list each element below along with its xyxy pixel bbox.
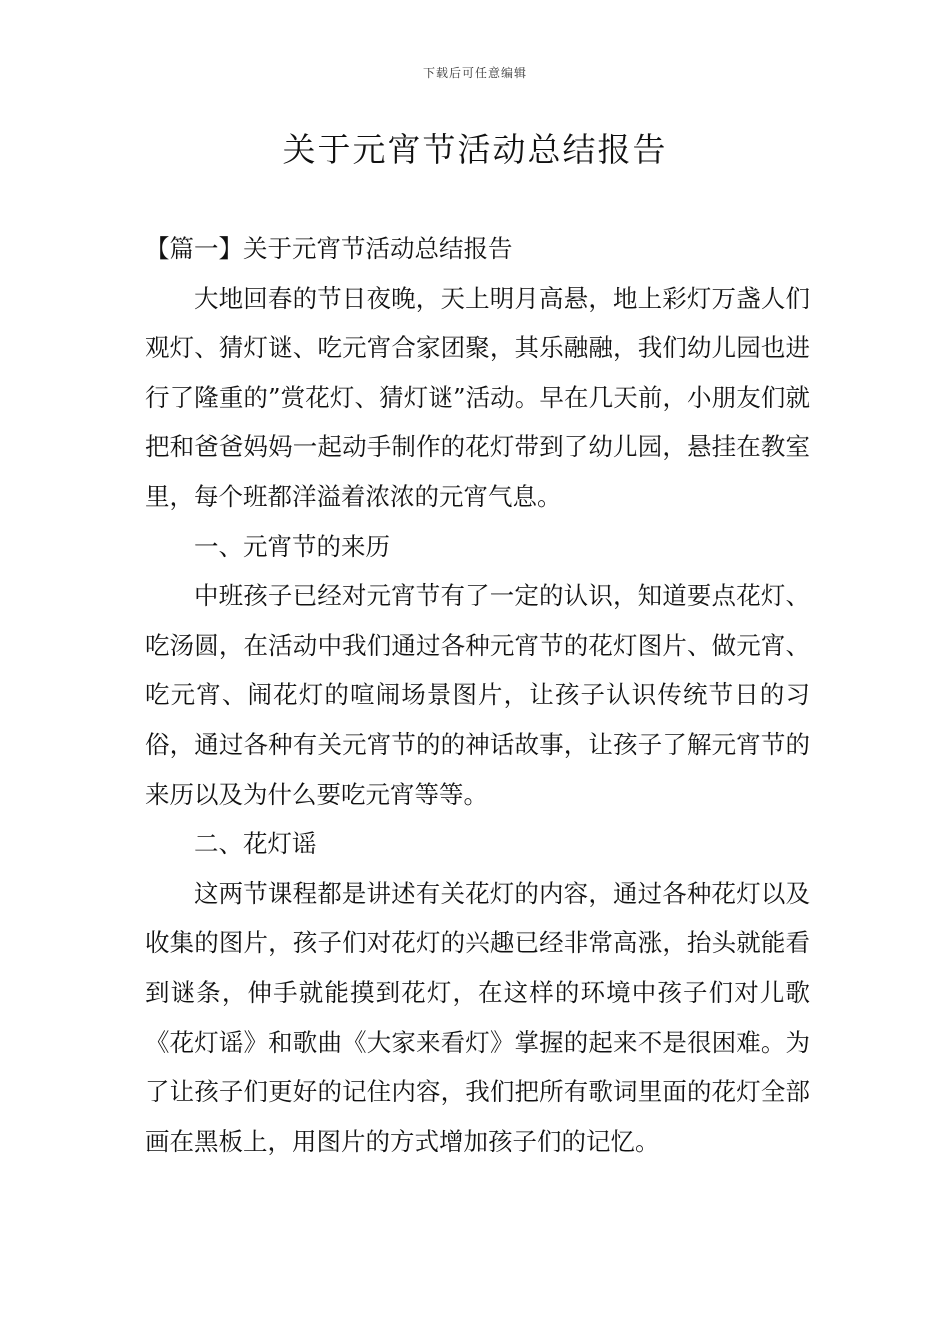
document-body: [145, 224, 810, 1166]
paragraph-lantern-song: 这两节课程都是讲述有关花灯的内容，通过各种花灯以及收集的图片，孩子们对花灯的兴趣已经非常高涨，抬头就能看到谜条，伸手就能摸到花灯，在这样的环境中孩子们对儿歌《花灯谣》和歌曲《大家来看灯》掌握的起来不是很困难。为了让孩子们更好的记住内容，我们把所有歌词里面的花灯全部画在黑板上，用图片的方式增加孩子们的记忆。: [145, 878, 810, 1156]
subheading-lantern-song: 二、花灯谣: [194, 829, 317, 859]
header-note: 下载后可任意编辑: [422, 66, 527, 80]
document-title: 关于元宵节活动总结报告: [282, 130, 668, 169]
paragraph-intro: 大地回春的节日夜晚，天上明月高悬，地上彩灯万盏人们观灯、猜灯谜、吃元宵合家团聚，其乐融融，我们幼儿园也进行了隆重的”赏花灯、猜灯谜”活动。早在几天前，小朋友们就把和爸爸妈妈一起动手制作的花灯带到了幼儿园，悬挂在教室里，每个班都洋溢着浓浓的元宵气息。: [145, 283, 810, 511]
subheading-origin: 一、元宵节的来历: [194, 531, 390, 561]
paragraph-origin: 中班孩子已经对元宵节有了一定的认识，知道要点花灯、吃汤圆，在活动中我们通过各种元宵节的花灯图片、做元宵、吃元宵、闹花灯的喧闹场景图片，让孩子认识传统节日的习俗，通过各种有关元宵节的的神话故事，让孩子了解元宵节的来历以及为什么要吃元宵等等。: [145, 581, 810, 809]
section-heading: 【篇一】关于元宵节活动总结报告: [145, 234, 513, 263]
